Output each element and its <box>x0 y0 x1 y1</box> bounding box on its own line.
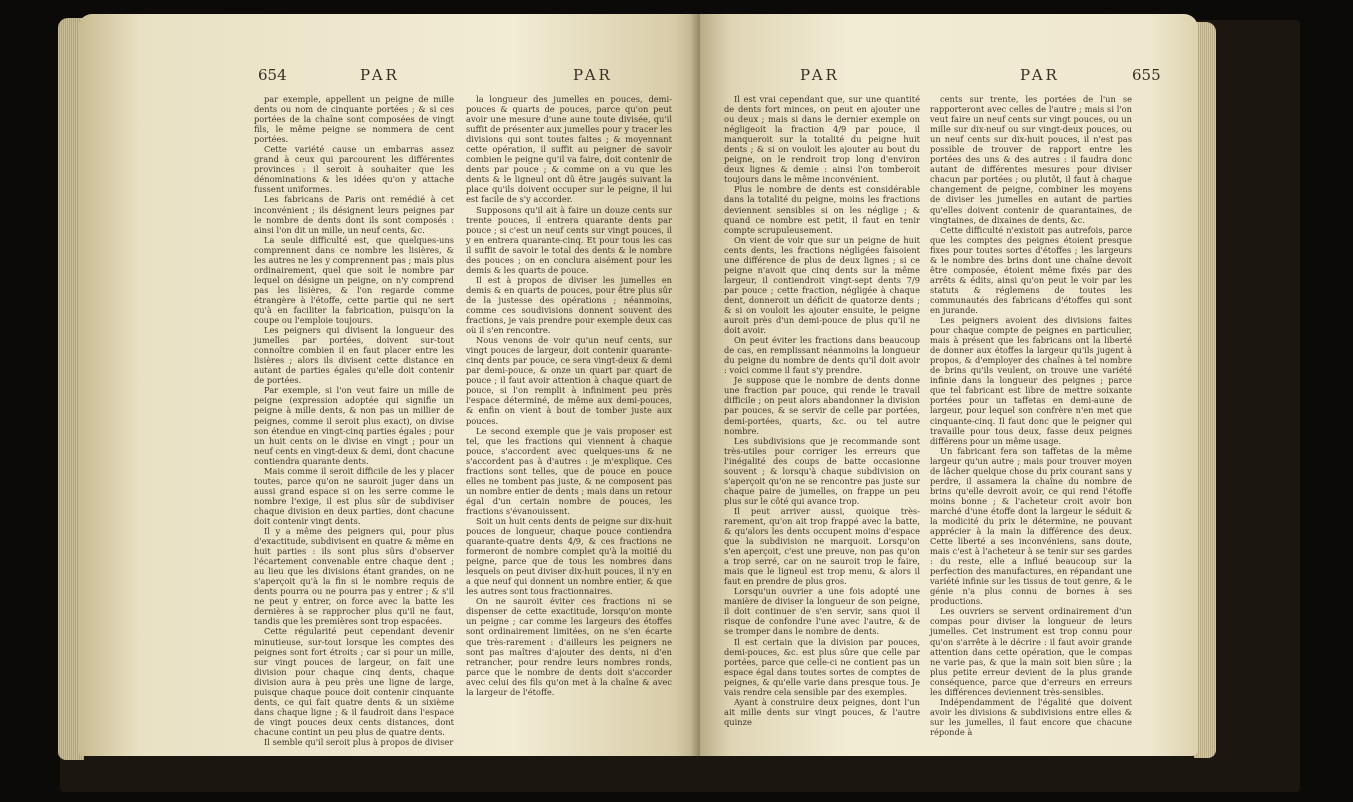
paragraph: Supposons qu'il ait à faire un douze cents sur trente pouces, il entrera quarante dents par pouce ; si c'est un neuf cents sur vingt pouces, il y en entrera quarante-cinq. Et pour tous les cas il suffit de savoir le total des dents & le nombre des pouces ; on en conclura aisément pour les demis & les quarts de pouce. <box>466 204 672 275</box>
paragraph: Soit un huit cents dents de peigne sur dix-huit pouces de longueur, chaque pouce contiendra quarante-quatre dents 4/9, & ces fractions ne formeront de nombre complet qu'à la moitié du peigne, parce que de tous les nombres dans lesquels on peut diviser dix-huit pouces, il n'y en a que neuf qui donnent un nombre entier, & que les autres sont tous fractionnaires. <box>466 515 672 597</box>
paragraph: la longueur des jumelles en pouces, demi-pouces & quarts de pouces, parce qu'on peut avoir une mesure d'une aune toute divisée, qu'il suffit de présenter aux jumelles pour y tracer les divisions qui sont toutes faites ; & moyennant cette opération, il suffit au peigner de savoir combien le peigne qu'il va faire, doit contenir de dents par pouce ; & comme on a vu que les dents & le ligneul ont dû être jaugés suivant la place qu'ils doivent occuper sur le peigne, il lui est facile de s'y accorder. <box>466 94 672 205</box>
left-page-column-1 <box>254 94 454 747</box>
paragraph: Il semble qu'il seroit plus à propos de diviser <box>264 737 454 747</box>
right-page-number: 655 <box>1132 66 1161 84</box>
paragraph: Il est certain que la division par pouces, demi-pouces, &c. est plus sûre que celle par portées, parce que celle-ci ne contient pas un espace égal dans toutes sortes de comptes de peignes, & qu'elle varie dans presque tous. Je vais rendre cela sensible par des exemples. <box>724 636 920 697</box>
paragraph: Il est vrai cependant que, sur une quantité de dents fort minces, on peut en ajouter une ou deux ; mais si dans le dernier exemple on négligeoit la fraction 4/9 par pouce, il manqueroit sur la totalité du peigne huit dents ; & si on vouloit les ajouter au bout du peigne, on le rendroit trop long d'environ deux lignes & demie : ainsi l'on tomberoit toujours dans le même inconvénient. <box>724 94 920 185</box>
paragraph: Les peigners avoient des divisions faites pour chaque compte de peignes en particulier, mais à présent que les fabricans ont la liberté de donner aux étoffes la largeur qu'ils jugent à propos, & d'employer des chaînes à tel nombre de brins qu'ils veulent, on trouve une variété infinie dans la longueur des peignes ; parce que tel fabricant est libre de mettre soixante portées pour un taffetas en demi-aune de largeur, pour lequel son confrère n'en met que cinquante-cinq. Il faut donc que le peigner qui travaille pour tous deux, fasse deux peignes différens pour un même usage. <box>930 315 1132 446</box>
paragraph: Indépendamment de l'égalité que doivent avoir les divisions & subdivisions entre elles & sur les jumelles, il faut encore que chacune réponde à <box>930 696 1132 737</box>
paragraph: Le second exemple que je vais proposer est tel, que les fractions qui viennent à chaque pouce, s'accordent avec quelques-uns & ne s'accordent pas à d'autres : je m'explique. Ces fractions sont telles, que de pouce en pouce elles ne tombent pas juste, & ne composent pas un nombre entier de dents ; mais dans un retour égal d'un certain nombre de pouces, les fractions s'évanouissent. <box>466 425 672 516</box>
paragraph: cents sur trente, les portées de l'un se rapporteront avec celles de l'autre ; mais si l'on veut faire un neuf cents sur vingt pouces, ou un mille sur dix-neuf ou sur vingt-deux pouces, ou un neuf cents sur dix-huit pouces, il n'est pas possible de trouver de rapport entre les portées des uns & des autres : il faudra donc autant de différentes mesures pour diviser chacun par portées ; ou plutôt, il faut à chaque changement de peigne, combiner les moyens de diviser les jumelles en autant de parties qu'elles doivent contenir de quarantaines, de vingtaines, de dixaines de dents, &c. <box>930 94 1132 225</box>
paragraph: Cette régularité peut cependant devenir minutieuse, sur-tout lorsque les comptes des peignes sont fort étroits ; car si pour un mille, sur vingt pouces de largeur, on fait une division pour chaque cinq dents, chaque division aura à peu près une ligne de large, puisque chaque pouce doit contenir cinquante dents, ce qui fait quatre dents & un sixième dans chaque ligne ; & il faudroit dans l'espace de vingt pouces deux cents distances, dont chacune contint un peu plus de quatre dents. <box>254 626 454 737</box>
left-running-head-2: PAR <box>573 66 613 84</box>
right-running-head-2: PAR <box>1020 66 1060 84</box>
paragraph: On peut éviter les fractions dans beaucoup de cas, en remplissant néanmoins la longueur du peigne du nombre de dents qu'il doit avoir : voici comme il faut s'y prendre. <box>724 335 920 376</box>
paragraph: Les subdivisions que je recommande sont très-utiles pour corriger les erreurs que l'inégalité des coups de batte occasionne souvent ; & lorsqu'à chaque subdivision on s'aperçoit qu'on ne se rencontre pas juste sur chaque paire de jumelles, on frappe un peu plus sur le côté qui avance trop. <box>724 435 920 506</box>
paragraph: Lorsqu'un ouvrier a une fois adopté une manière de diviser la longueur de son peigne, il doit continuer de s'en servir, sans quoi il risque de confondre l'une avec l'autre, & de se tromper dans le nombre de dents. <box>724 586 920 637</box>
paragraph: Un fabricant fera son taffetas de la même largeur qu'un autre ; mais pour trouver moyen de lâcher quelque chose du prix courant sans y perdre, il assamera la chaîne du nombre de brins qu'elle devroit avoir, ce qui rend l'étoffe moins bonne ; & l'acheteur croit avoir bon marché d'une étoffe dont la largeur le séduit & la modicité du prix le détermine, ne pouvant apprécier à la main la différence des deux. Cette liberté a ses inconvéniens, sans doute, mais c'est à l'acheteur à se tenir sur ses gardes : du reste, elle a influé beaucoup sur la perfection des manufactures, en répandant une variété infinie sur les tissus de tout genre, & le génie n'a plus connu de bornes à ses productions. <box>930 445 1132 607</box>
paragraph: Il peut arriver aussi, quoique très-rarement, qu'on ait trop frappé avec la batte, & qu'alors les dents occupent moins d'espace que la subdivision ne marquoit. Lorsqu'on s'en aperçoit, c'est une preuve, non pas qu'on a trop serré, car on ne sauroit trop le faire, mais que le ligneul est trop menu, & alors il faut en prendre de plus gros. <box>724 505 920 587</box>
right-page-column-1 <box>724 94 920 727</box>
paragraph: Cette difficulté n'existoit pas autrefois, parce que les comptes des peignes étoient presque fixes pour toutes sortes d'étoffes ; les largeurs & le nombre des brins dont une chaîne devoit être composée, étoient même fixés par des arrêts & édits, ainsi qu'on peut le voir par les statuts & réglemens de toutes les communautés des fabricans d'étoffes qui sont en jurande. <box>930 224 1132 315</box>
paragraph: Ayant à construire deux peignes, dont l'un ait mille dents sur vingt pouces, & l'autre quinze <box>724 696 920 727</box>
paragraph: Les peigners qui divisent la longueur des jumelles par portées, doivent sur-tout connoître combien il en faut placer entre les lisières ; alors ils divisent cette distance en autant de parties égales qu'elle doit contenir de portées. <box>254 325 454 386</box>
paragraph: Cette variété cause un embarras assez grand à ceux qui parcourent les différentes provinces : il seroit à souhaiter que les dénominations & les idées qu'on y attache fussent uniformes. <box>254 144 454 195</box>
left-page-column-2 <box>466 94 672 697</box>
paragraph: Plus le nombre de dents est considérable dans la totalité du peigne, moins les fractions deviennent sensibles si on les néglige ; & quand ce nombre est petit, il faut en tenir compte scrupuleusement. <box>724 184 920 235</box>
paragraph: Les fabricans de Paris ont remédié à cet inconvénient ; ils désignent leurs peignes par le nombre de dents dont ils sont composés : ainsi l'on dit un mille, un neuf cents, &c. <box>254 194 454 235</box>
paragraph: par exemple, appellent un peigne de mille dents ou nom de cinquante portées ; & si ces portées de la chaîne sont composées de vingt fils, le même peigne se nommera de cent portées. <box>254 94 454 145</box>
paragraph: La seule difficulté est, que quelques-uns comprennent dans ce nombre les lisières, & les autres ne les y comprennent pas ; mais plus ordinairement, quel que soit le nombre par lequel on désigne un peigne, on n'y comprend pas les lisières, & l'on regarde comme étrangère à l'étoffe, cette partie qui ne sert qu'à en faciliter la fabrication, puisqu'on la coupe ou l'emploie toujours. <box>254 234 454 326</box>
paragraph: On ne sauroit éviter ces fractions ni se dispenser de cette exactitude, lorsqu'on monte un peigne ; car comme les largeurs des étoffes sont ordinairement limitées, on ne s'en écarte que très-rarement : d'ailleurs les peigners ne sont pas maîtres d'ajouter des dents, ni d'en retrancher, pour rendre leurs nombres ronds, parce que le nombre de dents doit s'accorder avec celui des fils qu'on met à la chaîne & avec la largeur de l'étoffe. <box>466 596 672 697</box>
paragraph: Mais comme il seroit difficile de les y placer toutes, parce qu'on ne sauroit juger dans un aussi grand espace si on les serre comme le nombre l'exige, il est plus sûr de subdiviser chaque division en deux parties, dont chacune doit contenir vingt dents. <box>254 465 454 526</box>
paragraph: Les ouvriers se servent ordinairement d'un compas pour diviser la longueur de leurs jumelles. Cet instrument est trop connu pour qu'on s'arrête à le décrire : il faut avoir grande attention dans cette opération, que le compas ne varie pas, & que la main soit bien sûre ; la plus petite erreur devient de la plus grande conséquence, parce que d'erreurs en erreurs les différences deviennent très-sensibles. <box>930 606 1132 697</box>
paragraph: Il est à propos de diviser les jumelles en demis & en quarts de pouces, pour être plus sûr de la justesse des opérations ; néanmoins, comme ces soudivisions donnent souvent des fractions, je vais prendre pour exemple deux cas où il s'en rencontre. <box>466 274 672 336</box>
paragraph: Je suppose que le nombre de dents donne une fraction par pouce, qui rende le travail difficile ; on peut alors abandonner la division par pouces, & se servir de celle par portées, demi-portées, quarts, &c. ou tel autre nombre. <box>724 375 920 436</box>
paragraph: Par exemple, si l'on veut faire un mille de peigne (expression adoptée qui signifie un peigne à mille dents, & non pas un millier de peignes, comme il seroit plus exact), on divise son étendue en vingt-cinq parties égales ; pour un huit cents on le divise en vingt ; pour un neuf cents en vingt-deux & demi, dont chacune contiendra quarante dents. <box>254 385 454 466</box>
right-page <box>700 14 1198 756</box>
paragraph: Nous venons de voir qu'un neuf cents, sur vingt pouces de largeur, doit contenir quarante-cinq dents par pouce, ce sera vingt-deux & demi par demi-pouce, & onze un quart par quart de pouce ; il faut avoir attention à chaque quart de pouce, si l'on remplit à infiniment peu près l'espace déterminé, de même aux demi-pouces, & enfin on vient à bout de tomber juste aux pouces. <box>466 335 672 426</box>
left-page <box>78 14 700 756</box>
paragraph: On vient de voir que sur un peigne de huit cents dents, les fractions négligées faisoient une différence de plus de deux lignes ; si ce peigne n'avoit que cinq dents sur la même largeur, il contiendroit vingt-sept dents 7/9 par pouce ; cette fraction, négligée à chaque dent, donneroit un déficit de quatorze dents ; & si on vouloit les ajouter ensuite, le peigne auroit près d'un demi-pouce de plus qu'il ne doit avoir. <box>724 234 920 336</box>
left-running-head-1: PAR <box>360 66 400 84</box>
right-running-head-1: PAR <box>800 66 840 84</box>
left-page-number: 654 <box>258 66 287 84</box>
right-page-column-2 <box>930 94 1132 737</box>
paragraph: Il y a même des peigners qui, pour plus d'exactitude, subdivisent en quatre & même en huit parties : ils sont plus sûrs d'observer l'écartement convenable entre chaque dent ; au lieu que les divisions étant grandes, on ne s'aperçoit qu'à la fin si le nombre requis de dents pourra ou ne pourra pas y entrer ; & s'il ne peut y entrer, on force avec la batte les dernières à se rapprocher plus qu'il ne faut, tandis que les premières sont trop espacées. <box>254 526 454 627</box>
